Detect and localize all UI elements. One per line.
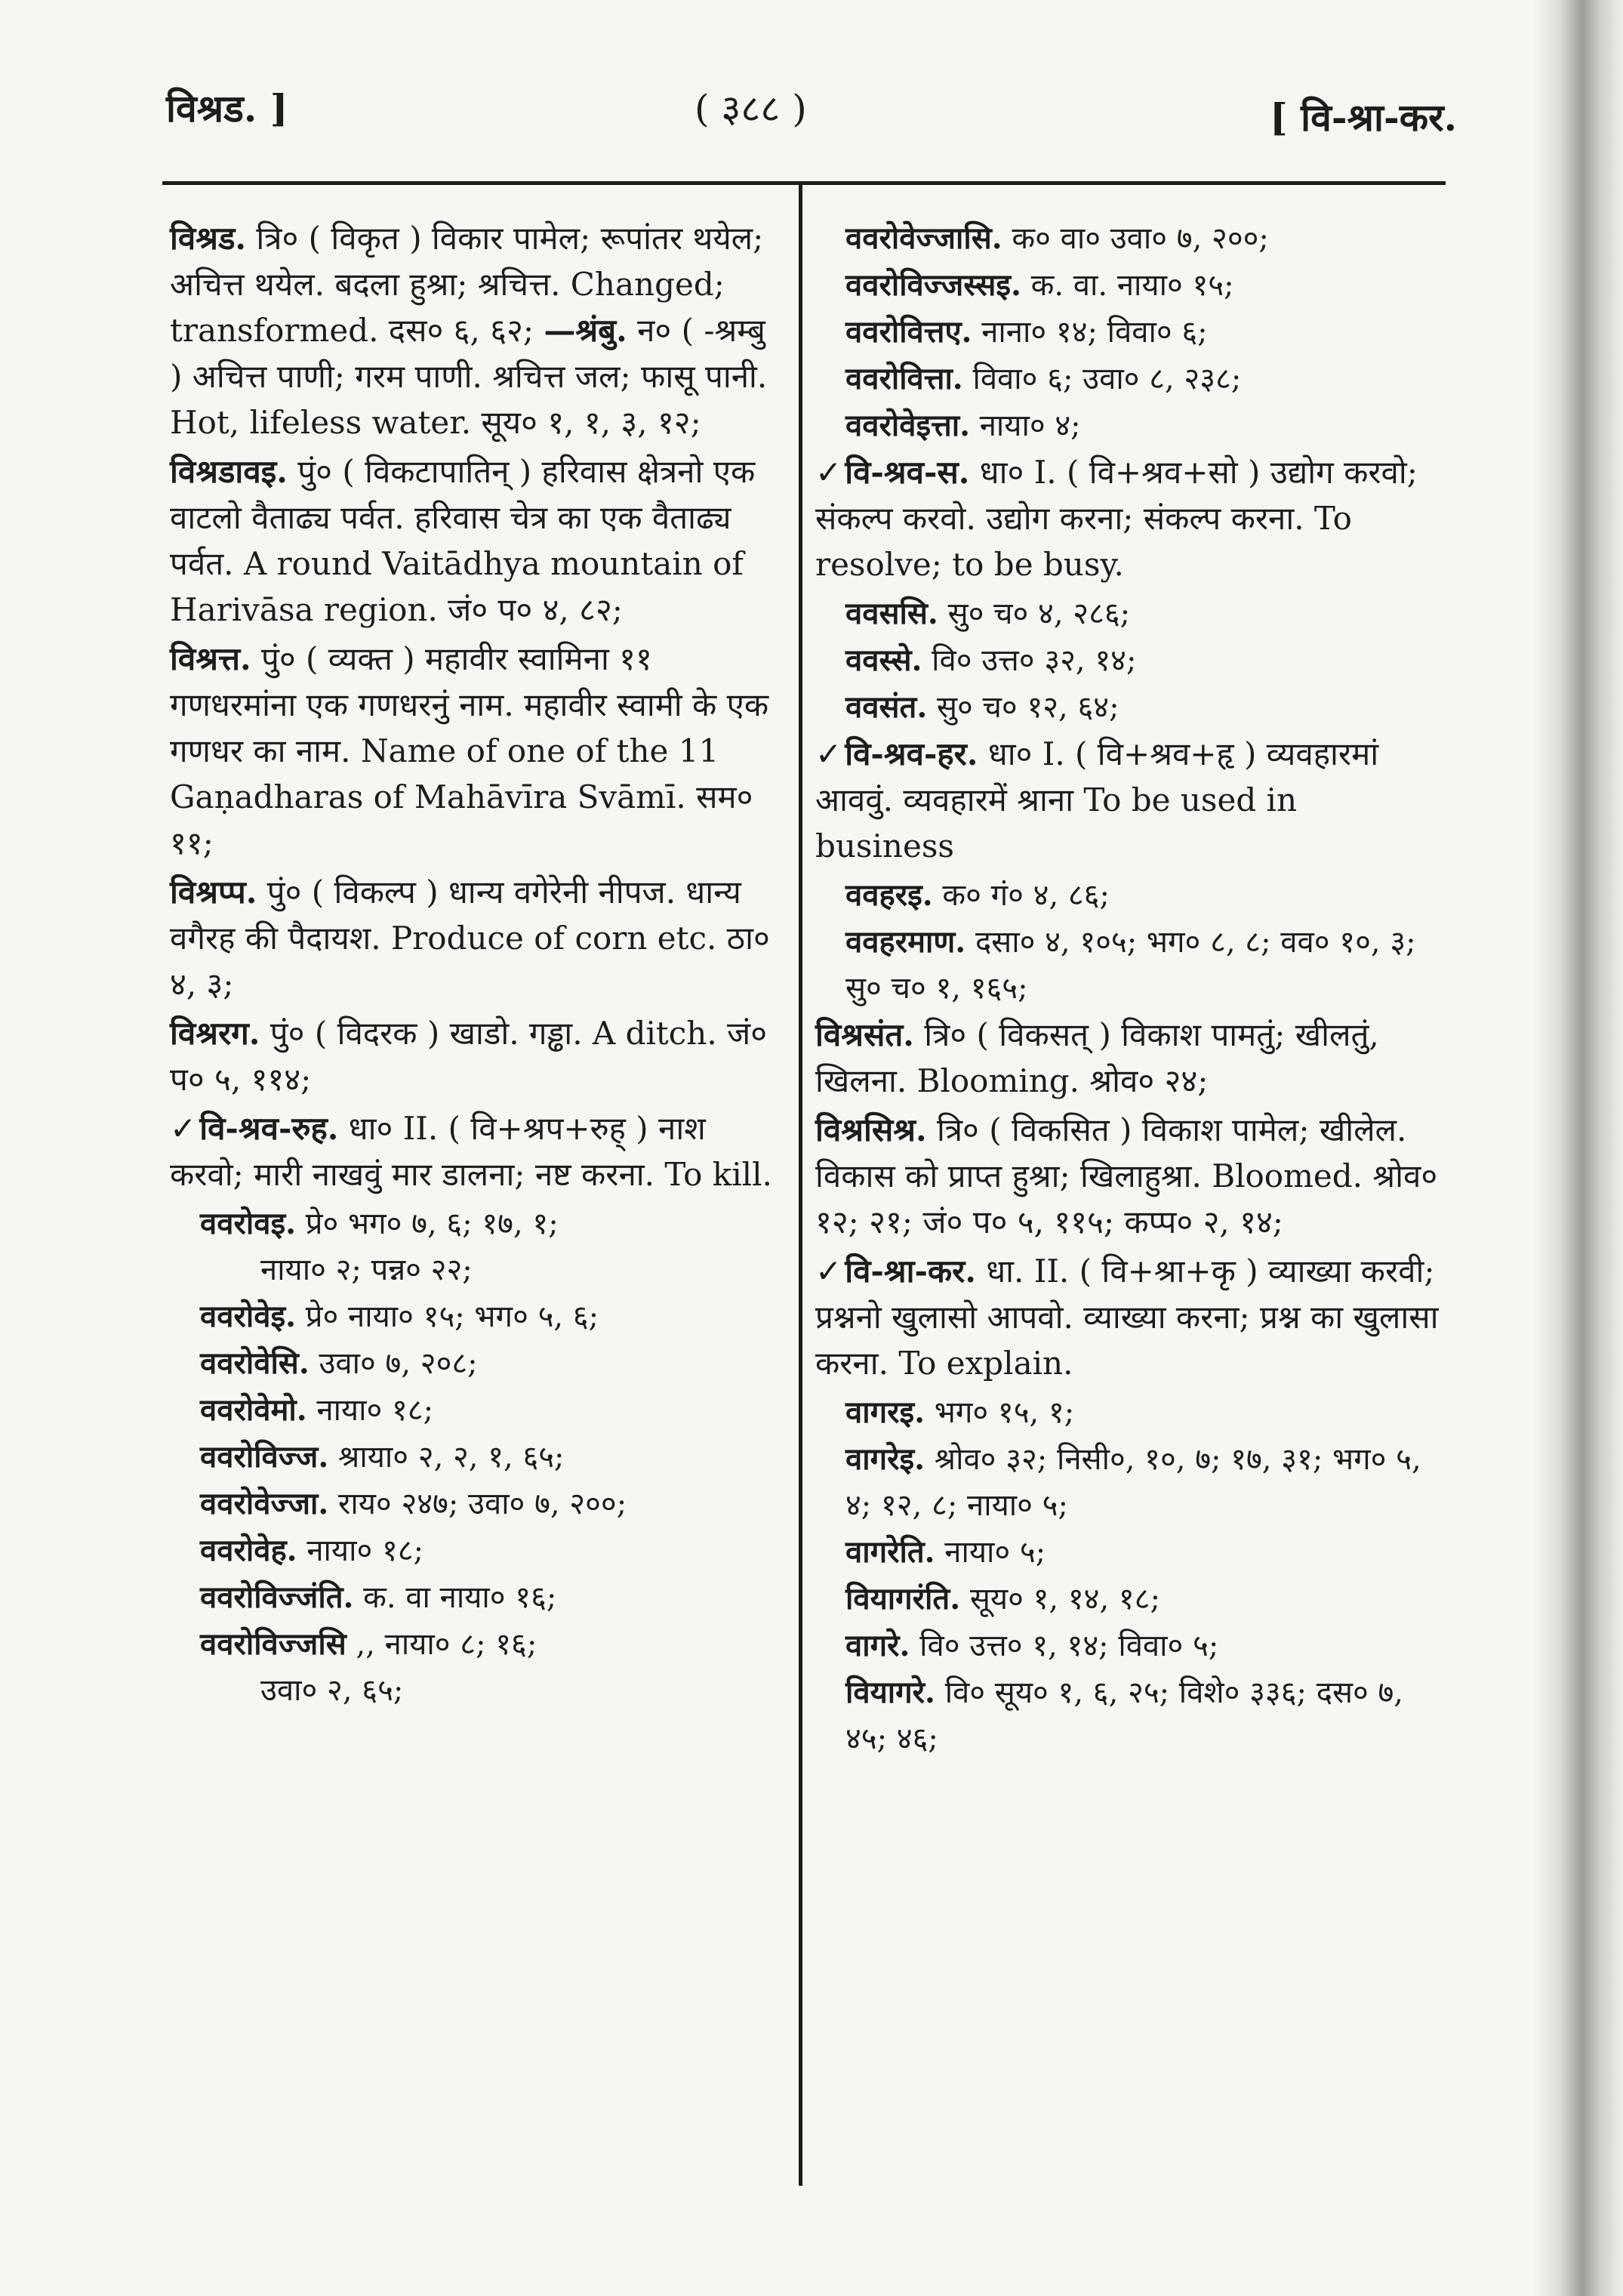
verb-form: ववससि. सु० च० ४, २८६; bbox=[845, 596, 1131, 631]
verb-form: वागरेति. नाया० ५; bbox=[845, 1534, 1046, 1570]
sub-entry-headword: —श्रंबु. bbox=[544, 312, 627, 349]
right-column bbox=[815, 215, 1442, 1762]
entry-headword: विश्रसंत. bbox=[815, 1016, 914, 1053]
entry-definition: पुं० ( विकल्प ) धान्य वगेरेनी नीपज. धान्य वगैरह की पैदायश. Produce of corn etc. ठा० ४, ३; bbox=[170, 874, 770, 1003]
entry-definition: पुं० ( व्यक्त ) महावीर स्वामिना ११ गणधरमांना एक गणधरनुं नाम. महावीर स्वामी के एक गणधर का नाम. Name of one of the 11 Gaṇadharas of Mahāvīra Svāmī. सम० ११; bbox=[170, 640, 769, 861]
entry-headword: विश्रसिश्र. bbox=[815, 1111, 927, 1148]
verb-form: ववरोवेज्जा. राय० २४७; उवा० ७, २००; bbox=[200, 1486, 627, 1521]
verb-form: वागरइ. भग० १५, १; bbox=[845, 1395, 1075, 1430]
entry-headword: वि-श्रव-स. bbox=[845, 454, 970, 491]
verb-form: ववरोविज्ज. श्राया० २, २, १, ६५; bbox=[200, 1439, 565, 1475]
verb-root-check-mark: ✓ bbox=[170, 1110, 197, 1147]
dictionary-entry bbox=[170, 1010, 774, 1102]
column-divider bbox=[799, 185, 802, 2186]
verb-form: ववसंत. सु० च० १२, ६४; bbox=[845, 689, 1119, 725]
verb-form: ववरोवेसि. उवा० ७, २०८; bbox=[200, 1345, 478, 1381]
verb-root-check-mark: ✓ bbox=[815, 454, 842, 491]
entry-headword: विश्रड. bbox=[170, 220, 247, 257]
header-right-guide-word: [ वि-श्रा-कर. bbox=[1270, 95, 1457, 140]
entry-definition: त्रि० ( विकृत ) विकार पामेल; रूपांतर थयेल; अचित्त थयेल. बदला हुश्रा; श्रचित्त. Changed; transformed. दस० ६, ६२; bbox=[170, 220, 764, 349]
entry-definition: पुं० ( विकटापातिन् ) हरिवास क्षेत्रनो एक वाटलो वैताढ्य पर्वत. हरिवास चेत्र का एक वैताढ्य पर्वत. A round Vaitādhya mountain of Harivāsa region. जं० प० ४, ८२; bbox=[170, 453, 756, 628]
entry-headword: विश्रप्प. bbox=[170, 874, 257, 911]
header-rule bbox=[162, 181, 1446, 185]
entry-definition: धा० I. ( वि+श्रव+सो ) उद्योग करवो; संकल्प करवो. उद्योग करना; संकल्प करना. To resolve; to be busy. bbox=[815, 454, 1418, 583]
verb-form: ववरोवइ. प्रे० भग० ७, ६; १७, १; bbox=[200, 1206, 559, 1241]
verb-form: ववहरमाण. दसा० ४, १०५; भग० ८, ८; वव० १०, ३; सु० च० १, १६५; bbox=[845, 924, 1416, 1006]
dictionary-entry bbox=[815, 449, 1442, 587]
verb-form: ववस्से. वि० उत्त० ३२, १४; bbox=[845, 643, 1137, 678]
dictionary-entry bbox=[170, 215, 774, 445]
dictionary-entry bbox=[170, 636, 774, 866]
dictionary-entry bbox=[815, 1107, 1442, 1245]
entry-headword: वि-श्रा-कर. bbox=[845, 1253, 976, 1290]
left-column bbox=[170, 215, 774, 1714]
verb-form: ववरोविज्जसि ,, नाया० ८; १६; bbox=[200, 1626, 537, 1662]
entry-headword: वि-श्रव-हर. bbox=[845, 735, 978, 772]
entry-headword: वि-श्रव-रुह. bbox=[199, 1110, 339, 1147]
header-left-guide-word: विश्रड. ] bbox=[166, 86, 288, 131]
verb-form: वियागरे. वि० सूय० १, ६, २५; विशे० ३३६; दस० ७, ४५; ४६; bbox=[845, 1675, 1404, 1756]
verb-form: ववरोविज्जस्सइ. क. वा. नाया० १५; bbox=[845, 267, 1234, 303]
verb-form: ववरोवेमो. नाया० १८; bbox=[200, 1392, 434, 1428]
verb-form-continuation: उवा० २, ६५; bbox=[260, 1673, 404, 1708]
entry-definition: धा० II. ( वि+श्रप+रुह् ) नाश करवो; मारी नाखवुं मार डालना; नष्ट करना. To kill. bbox=[170, 1110, 772, 1193]
verb-form: ववरोवित्तए. नाना० १४; विवा० ६; bbox=[845, 314, 1208, 350]
dictionary-entry bbox=[170, 1105, 774, 1197]
verb-root-check-mark: ✓ bbox=[815, 1253, 842, 1290]
verb-form: वागरे. वि० उत्त० १, १४; विवा० ५; bbox=[845, 1628, 1219, 1663]
verb-form: ववरोवेइत्ता. नाया० ४; bbox=[845, 408, 1081, 443]
verb-form: ववरोवेज्जासि. क० वा० उवा० ७, २००; bbox=[845, 220, 1269, 256]
verb-form: ववरोवेइ. प्रे० नाया० १५; भग० ५, ६; bbox=[200, 1299, 599, 1334]
verb-form: वियागरंति. सूय० १, १४, १८; bbox=[845, 1581, 1160, 1616]
verb-root-check-mark: ✓ bbox=[815, 735, 842, 772]
verb-form: वागरेइ. श्रोव० ३२; निसी०, १०, ७; १७, ३१; भग० ५, ४; १२, ८; नाया० ५; bbox=[845, 1441, 1421, 1523]
verb-form: ववरोविज्जंति. क. वा नाया० १६; bbox=[200, 1579, 557, 1615]
entry-definition: धा. II. ( वि+श्रा+कृ ) व्याख्या करवी; प्रश्ननो खुलासो आपवो. व्याख्या करना; प्रश्न का खुलासा करना. To explain. bbox=[815, 1253, 1439, 1382]
entry-headword: विश्ररग. bbox=[170, 1015, 260, 1052]
verb-form: ववरोवेह. नाया० १८; bbox=[200, 1533, 424, 1568]
entry-headword: विश्रडावइ. bbox=[170, 453, 288, 490]
entry-definition: पुं० ( विदरक ) खाडो. गड्ढा. A ditch. जं० प० ५, ११४; bbox=[170, 1015, 768, 1098]
entry-definition: धा० I. ( वि+श्रव+हृ ) व्यवहारमां आववुं. व्यवहारमें श्राना To be used in business bbox=[815, 735, 1379, 864]
dictionary-entry bbox=[170, 869, 774, 1007]
dictionary-entry bbox=[815, 1012, 1442, 1104]
entry-definition: त्रि० ( विकसित ) विकाश पामेल; खीलेल. विकास को प्राप्त हुश्रा; खिलाहुश्रा. Bloomed. श्रोव० १२; २१; जं० प० ५, ११५; कप्प० २, १४; bbox=[815, 1111, 1438, 1240]
dictionary-entry bbox=[815, 1248, 1442, 1386]
verb-form-continuation: नाया० २; पन्न० २२; bbox=[260, 1253, 473, 1287]
page-header bbox=[166, 60, 1457, 143]
entry-headword: विश्रत्त. bbox=[170, 640, 251, 677]
dictionary-entry bbox=[815, 731, 1442, 869]
dictionary-entry bbox=[170, 448, 774, 633]
sub-entry-definition: न० ( -श्रम्बु ) अचित्त पाणी; गरम पाणी. श्रचित्त जल; फासू पानी. Hot, lifeless water. सूय० १, १, ३, १२; bbox=[170, 312, 768, 441]
verb-form: ववरोवित्ता. विवा० ६; उवा० ८, २३८; bbox=[845, 361, 1242, 396]
page-edge-shadow bbox=[1532, 0, 1623, 2296]
entry-definition: त्रि० ( विकसत् ) विकाश पामतुं; खीलतुं, खिलना. Blooming. श्रोव० २४; bbox=[815, 1016, 1379, 1099]
page-number: ( ३८८ ) bbox=[694, 87, 807, 131]
verb-form: ववहरइ. क० गं० ४, ८६; bbox=[845, 877, 1110, 913]
